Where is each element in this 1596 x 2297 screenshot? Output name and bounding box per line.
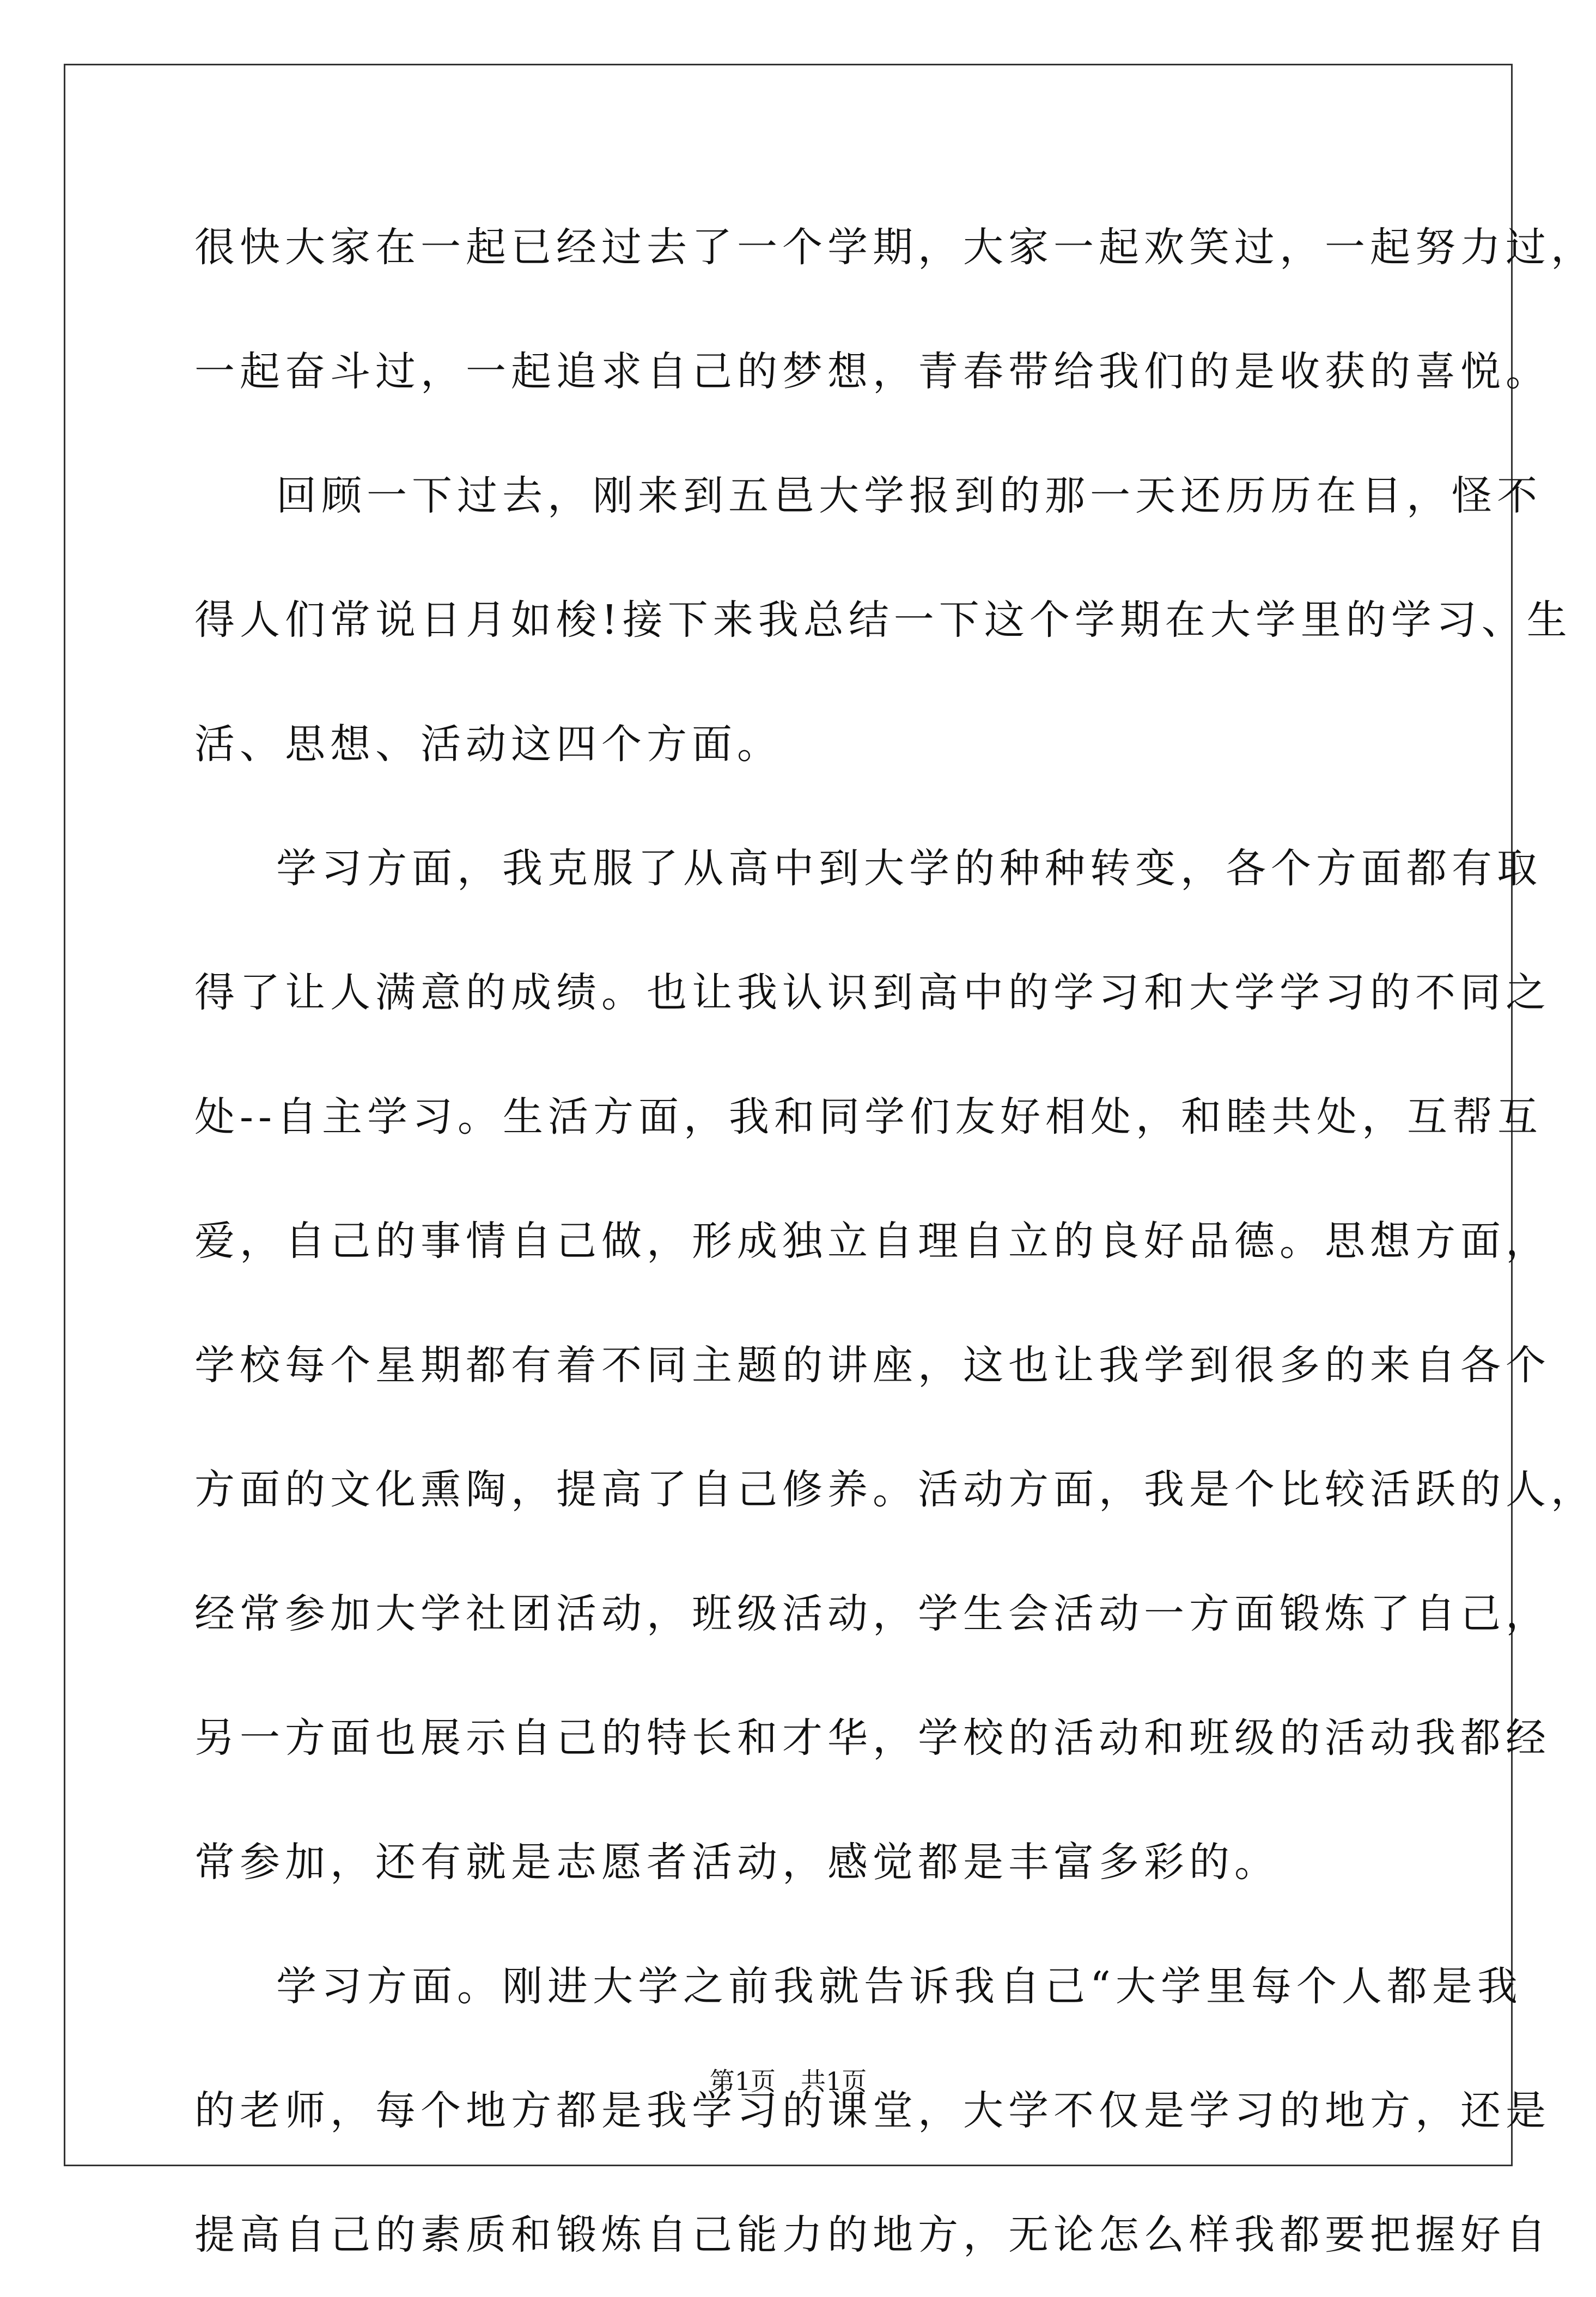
- text-line: 学习方面，我克服了从高中到大学的种种转变，各个方面都有取: [276, 845, 1542, 892]
- document-body: [194, 185, 1596, 2297]
- text-line: 活、思想、活动这四个方面。: [194, 721, 782, 768]
- text-line: 处--自主学习。生活方面，我和同学们友好相处，和睦共处，互帮互: [194, 1093, 1543, 1140]
- page-footer: 第1页 共1页: [709, 2067, 867, 2096]
- text-line: 常参加，还有就是志愿者活动，感觉都是丰富多彩的。: [194, 1839, 1280, 1886]
- text-line: 学习方面。刚进大学之前我就告诉我自己“大学里每个人都是我: [276, 1963, 1522, 2010]
- text-line: 方面的文化熏陶，提高了自己修养。活动方面，我是个比较活跃的人，: [194, 1466, 1596, 1513]
- text-line: 一起奋斗过，一起追求自己的梦想，青春带给我们的是收获的喜悦。: [194, 348, 1551, 395]
- text-line: 得人们常说日月如梭!接下来我总结一下这个学期在大学里的学习、生: [194, 597, 1572, 643]
- text-line: 的老师，每个地方都是我学习的课堂，大学不仅是学习的地方，还是: [194, 2087, 1551, 2134]
- text-line: 另一方面也展示自己的特长和才华，学校的活动和班级的活动我都经: [194, 1715, 1551, 1761]
- text-line: 经常参加大学社团活动，班级活动，学生会活动一方面锻炼了自己，: [194, 1590, 1551, 1637]
- text-line: 得了让人满意的成绩。也让我认识到高中的学习和大学学习的不同之: [194, 969, 1551, 1016]
- text-line: 很快大家在一起已经过去了一个学期，大家一起欢笑过，一起努力过，: [194, 224, 1596, 271]
- text-line: 学校每个星期都有着不同主题的讲座，这也让我学到很多的来自各个: [194, 1342, 1551, 1389]
- text-line: 爱，自己的事情自己做，形成独立自理自立的良好品德。思想方面，: [194, 1218, 1551, 1265]
- text-line: 回顾一下过去，刚来到五邑大学报到的那一天还历历在目，怪不: [276, 472, 1542, 519]
- text-line: 提高自己的素质和锻炼自己能力的地方，无论怎么样我都要把握好自: [194, 2211, 1551, 2258]
